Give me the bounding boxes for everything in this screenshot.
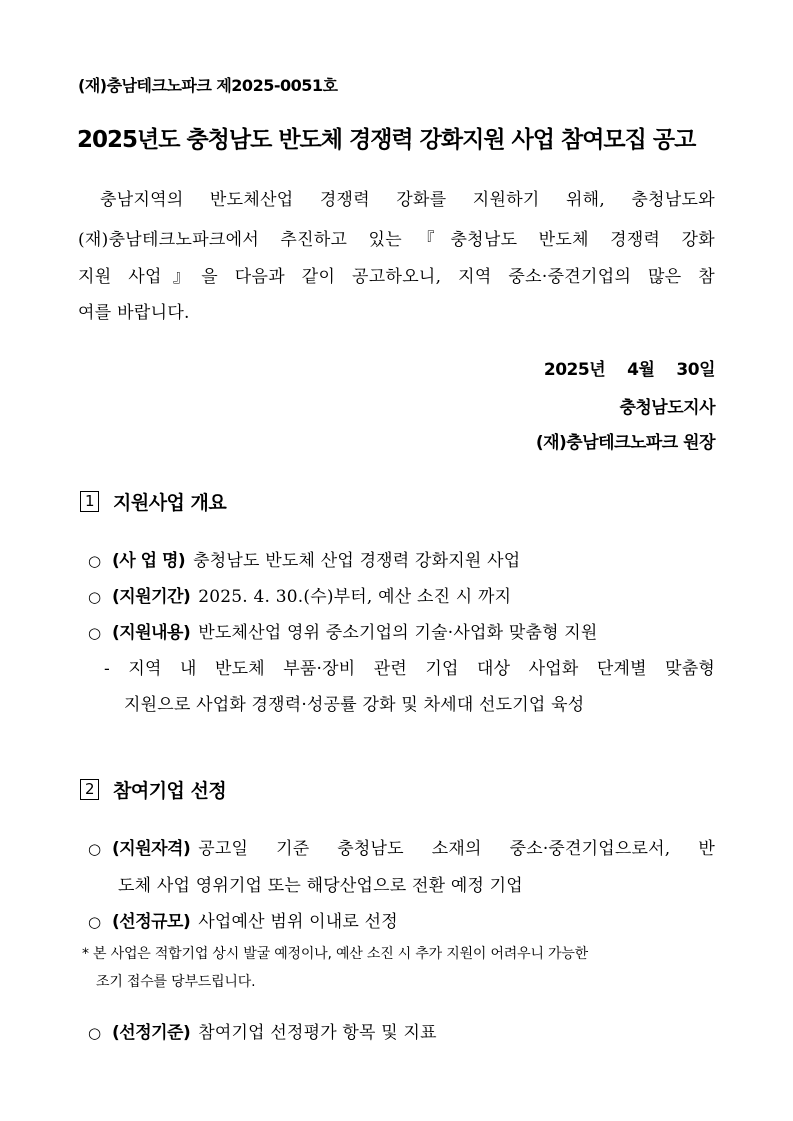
circle-bullet-icon: ○ <box>88 552 102 570</box>
date-month: 4월 <box>627 360 655 380</box>
section-1-title: 지원사업 개요 <box>113 492 227 514</box>
intro-line-4: 여를 바랍니다. <box>78 303 190 323</box>
item-text: 반도체산업 영위 중소기업의 기술·사업화 맞춤형 지원 <box>198 623 598 643</box>
note-line-1: * 본 사업은 적합기업 상시 발굴 예정이나, 예산 소진 시 추가 지원이 어려우니 가능한 <box>82 946 588 962</box>
sub-item-line-1: - 지역 내 반도체 부품·장비 관련 기업 대상 사업화 단계별 맞춤형 <box>104 659 715 679</box>
section-2-number: 2 <box>80 779 99 800</box>
list-item-selection-scale <box>88 907 398 932</box>
item-label: (선정기준) <box>112 1023 191 1043</box>
item-label: (지원내용) <box>112 623 191 643</box>
issuer-governor: 충청남도지사 <box>619 398 715 418</box>
circle-bullet-icon: ○ <box>88 588 102 606</box>
date-day: 30일 <box>676 360 715 380</box>
item-label: (지원자격) <box>112 839 191 859</box>
item-text: 공고일 기준 충청남도 소재의 중소·중견기업으로서, 반 <box>198 839 715 859</box>
note-line-2: 조기 접수를 당부드립니다. <box>96 974 256 990</box>
list-item-support-period <box>88 582 511 607</box>
item-text: 사업예산 범위 이내로 선정 <box>198 912 398 932</box>
item-label: (지원기간) <box>112 587 191 607</box>
item-label: (선정규모) <box>112 912 191 932</box>
intro-line-1: 충남지역의 반도체산업 경쟁력 강화를 지원하기 위해, 충청남도와 <box>100 190 715 210</box>
circle-bullet-icon: ○ <box>88 624 102 642</box>
circle-bullet-icon: ○ <box>88 1024 102 1042</box>
list-item-selection-criteria <box>88 1018 437 1043</box>
issuer-technopark: (재)충남테크노파크 원장 <box>535 433 715 453</box>
intro-line-2: (재)충남테크노파크에서 추진하고 있는『충청남도 반도체 경쟁력 강화 <box>78 230 715 250</box>
item-label: (사 업 명) <box>112 551 186 571</box>
intro-line-3: 지원 사업』을 다음과 같이 공고하오니, 지역 중소·중견기업의 많은 참 <box>78 267 715 287</box>
list-item-project-name <box>88 546 520 571</box>
item-text: 2025. 4. 30.(수)부터, 예산 소진 시 까지 <box>198 587 512 607</box>
list-item-support-content <box>88 618 598 643</box>
announcement-date <box>544 355 715 380</box>
section-2-title: 참여기업 선정 <box>113 780 227 802</box>
sub-item-line-2: 지원으로 사업화 경쟁력·성공률 강화 및 차세대 선도기업 육성 <box>124 695 585 715</box>
item-text: 참여기업 선정평가 항목 및 지표 <box>198 1023 437 1043</box>
eligibility-line-2: 도체 사업 영위기업 또는 해당산업으로 전환 예정 기업 <box>118 876 523 896</box>
section-1-number: 1 <box>80 491 99 512</box>
section-2-heading <box>80 776 226 803</box>
circle-bullet-icon: ○ <box>88 840 102 858</box>
page-title: 2025년도 충청남도 반도체 경쟁력 강화지원 사업 참여모집 공고 <box>77 127 696 153</box>
date-year: 2025년 <box>543 360 606 380</box>
circle-bullet-icon: ○ <box>88 913 102 931</box>
list-item-eligibility <box>88 834 715 859</box>
document-number: (재)충남테크노파크 제2025-0051호 <box>78 76 338 95</box>
section-1-heading <box>80 488 226 515</box>
item-text: 충청남도 반도체 산업 경쟁력 강화지원 사업 <box>193 551 521 571</box>
